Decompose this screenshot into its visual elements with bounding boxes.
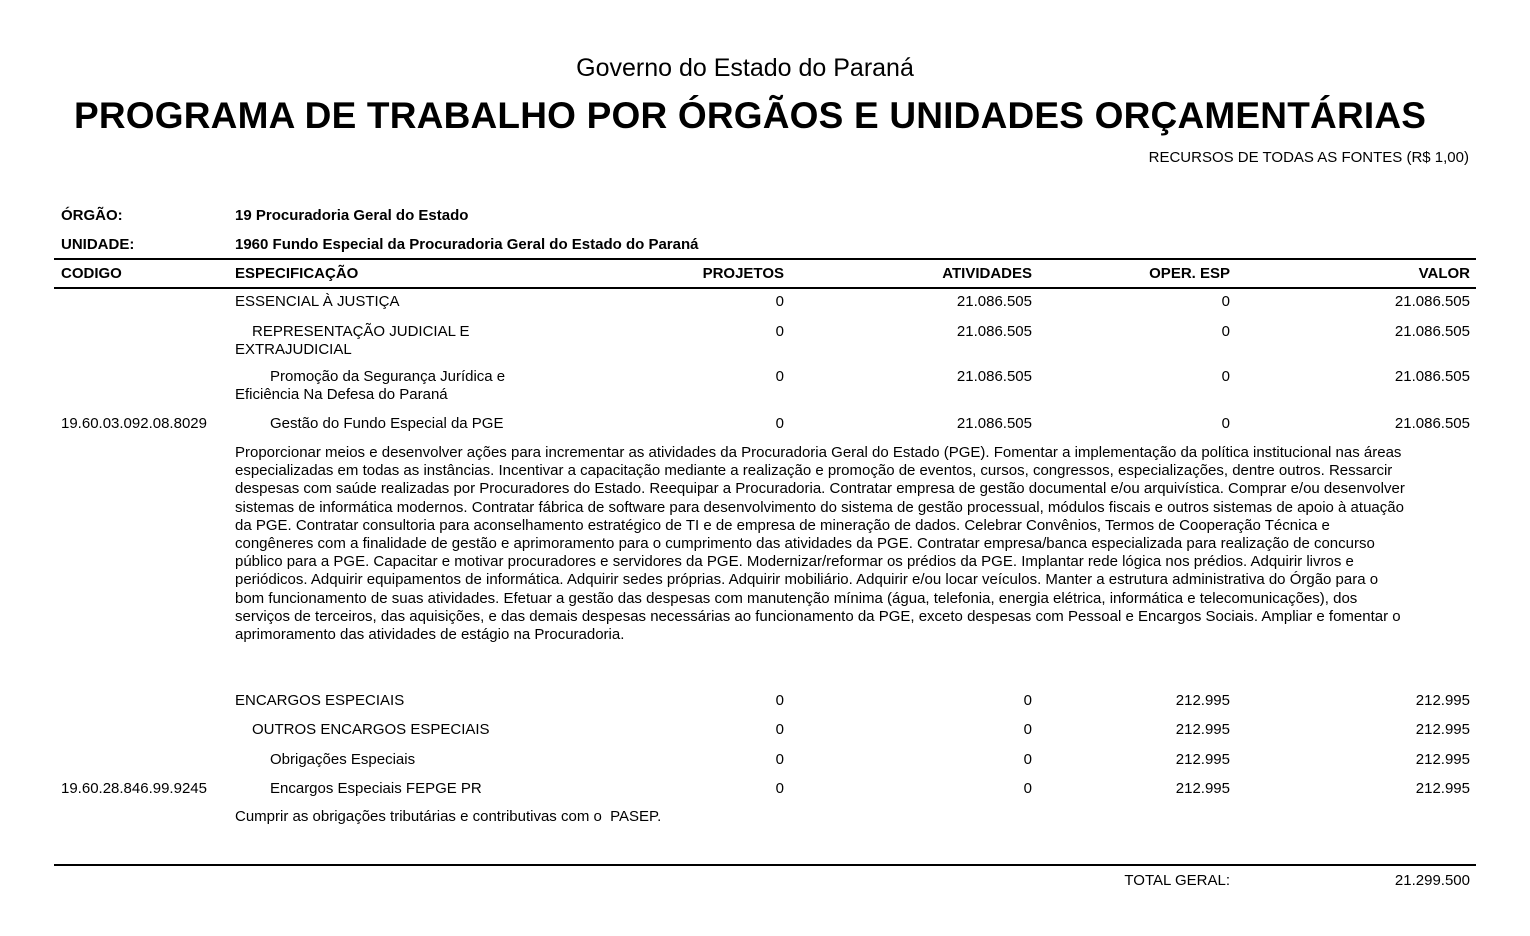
row-spec-continued: EXTRAJUDICIAL bbox=[235, 341, 352, 358]
header-top-rule bbox=[54, 258, 1476, 260]
description-line: congêneres com a finalidade de gestão e aprimoramento para o cumprimento das atividades da PGE. Contratar empresa/banca especializada para realização de concurso bbox=[235, 535, 1375, 553]
row-oper-esp: 212.995 bbox=[1175, 692, 1230, 709]
row-projetos: 0 bbox=[775, 415, 784, 432]
row-projetos: 0 bbox=[775, 780, 784, 797]
row-spec: Obrigações Especiais bbox=[270, 751, 416, 768]
row-projetos: 0 bbox=[775, 751, 784, 768]
row-oper-esp: 0 bbox=[1221, 323, 1230, 340]
row-projetos: 0 bbox=[775, 692, 784, 709]
row-valor: 21.086.505 bbox=[1394, 368, 1470, 385]
description-line: aprimoramento das atividades de estágio na Procuradoria. bbox=[235, 626, 625, 644]
row-projetos: 0 bbox=[775, 721, 784, 738]
row-spec: ESSENCIAL À JUSTIÇA bbox=[235, 293, 400, 310]
row-spec-continued: Eficiência Na Defesa do Paraná bbox=[235, 386, 448, 403]
description-line: periódicos. Adquirir equipamentos de informática. Adquirir sedes próprias. Adquirir mobiliário. Adquirir e/ou locar veículos. Manter a estrutura administrativa do Órgão para o bbox=[235, 571, 1379, 589]
total-value: 21.299.500 bbox=[1394, 872, 1470, 889]
row-atividades: 21.086.505 bbox=[956, 415, 1032, 432]
government-name: Governo do Estado do Paraná bbox=[576, 54, 914, 82]
row-projetos: 0 bbox=[775, 323, 784, 340]
page-title: PROGRAMA DE TRABALHO POR ÓRGÃOS E UNIDADES ORÇAMENTÁRIAS bbox=[74, 95, 1427, 136]
description-line: Proporcionar meios e desenvolver ações para incrementar as atividades da Procuradoria Geral do Estado (PGE). Fomentar a implementação da política institucional nas áreas bbox=[235, 444, 1402, 461]
row-projetos: 0 bbox=[775, 368, 784, 385]
row-oper-esp: 0 bbox=[1221, 293, 1230, 310]
row-spec: ENCARGOS ESPECIAIS bbox=[235, 692, 405, 709]
row-spec: Encargos Especiais FEPGE PR bbox=[270, 780, 482, 797]
row-codigo: 19.60.03.092.08.8029 bbox=[61, 415, 207, 432]
col-especificacao: ESPECIFICAÇÃO bbox=[235, 265, 359, 282]
row-atividades: 21.086.505 bbox=[956, 368, 1032, 385]
action-description bbox=[235, 444, 1475, 644]
row-valor: 21.086.505 bbox=[1394, 293, 1470, 310]
description-line: serviços de terceiros, das aquisições, e das demais despesas necessárias ao funcionamento da PGE, exceto despesas com Pessoal e Encargos Sociais. Ampliar e fomentar o bbox=[235, 607, 1401, 625]
description-line: público para a PGE. Capacitar e motivar procuradores e servidores da PGE. Modernizar/reformar os prédios da PGE. Implantar rede lógica nos prédios. Adquirir livros e bbox=[235, 553, 1354, 571]
row-valor: 212.995 bbox=[1415, 692, 1470, 709]
col-valor: VALOR bbox=[1418, 265, 1470, 282]
row-valor: 212.995 bbox=[1415, 751, 1470, 768]
row-atividades: 21.086.505 bbox=[956, 293, 1032, 310]
row-oper-esp: 0 bbox=[1221, 368, 1230, 385]
header-bottom-rule bbox=[54, 287, 1476, 289]
row-oper-esp: 0 bbox=[1221, 415, 1230, 432]
resources-note: RECURSOS DE TODAS AS FONTES (R$ 1,00) bbox=[1148, 149, 1469, 166]
row-oper-esp: 212.995 bbox=[1175, 751, 1230, 768]
row-spec: OUTROS ENCARGOS ESPECIAIS bbox=[252, 721, 490, 738]
col-oper-esp: OPER. ESP bbox=[1149, 265, 1230, 282]
row-spec: Promoção da Segurança Jurídica e bbox=[270, 368, 506, 385]
col-codigo: CODIGO bbox=[61, 265, 122, 282]
row-valor: 212.995 bbox=[1415, 721, 1470, 738]
col-atividades: ATIVIDADES bbox=[942, 265, 1032, 282]
row-oper-esp: 212.995 bbox=[1175, 721, 1230, 738]
row-valor: 21.086.505 bbox=[1394, 323, 1470, 340]
row-spec: Gestão do Fundo Especial da PGE bbox=[270, 415, 504, 432]
unidade-value: 1960 Fundo Especial da Procuradoria Geral do Estado do Paraná bbox=[235, 236, 699, 253]
row-spec: REPRESENTAÇÃO JUDICIAL E bbox=[252, 323, 470, 340]
row-atividades: 0 bbox=[1023, 780, 1032, 797]
description-line: sistemas de informática modernos. Contratar fábrica de software para desenvolvimento do sistema de gestão processual, módulos fiscais e outros sistemas de apoio à atuação bbox=[235, 498, 1404, 516]
orgao-label: ÓRGÃO: bbox=[61, 207, 123, 224]
row-atividades: 0 bbox=[1023, 751, 1032, 768]
description-line: especializadas em todas as instâncias. Incentivar a capacitação mediante a realização e promoção de eventos, cursos, congressos, especializações, dentre outros. Ressarcir bbox=[235, 462, 1393, 480]
row-oper-esp: 212.995 bbox=[1175, 780, 1230, 797]
action-description: Cumprir as obrigações tributárias e contributivas com o PASEP. bbox=[235, 808, 662, 825]
orgao-value: 19 Procuradoria Geral do Estado bbox=[235, 207, 469, 224]
total-rule bbox=[54, 864, 1476, 866]
description-line: despesas com saúde realizadas por Procuradores do Estado. Reequipar a Procuradoria. Contratar empresa de gestão documental e/ou arquivística. Comprar e/ou desenvolver bbox=[235, 480, 1405, 498]
row-atividades: 0 bbox=[1023, 692, 1032, 709]
col-projetos: PROJETOS bbox=[702, 265, 784, 282]
unidade-label: UNIDADE: bbox=[61, 236, 135, 253]
row-valor: 212.995 bbox=[1415, 780, 1470, 797]
row-projetos: 0 bbox=[775, 293, 784, 310]
description-line: bom funcionamento de suas atividades. Efetuar a gestão das despesas com manutenção mínima (água, telefonia, energia elétrica, informática e telecomunicações), dos bbox=[235, 589, 1358, 607]
total-label: TOTAL GERAL: bbox=[1124, 872, 1230, 889]
row-valor: 21.086.505 bbox=[1394, 415, 1470, 432]
row-atividades: 21.086.505 bbox=[956, 323, 1032, 340]
description-line: da PGE. Contratar consultoria para aconselhamento estratégico de TI e de empresa de mineração de dados. Celebrar Convênios, Termos de Cooperação Técnica e bbox=[235, 516, 1330, 534]
row-atividades: 0 bbox=[1023, 721, 1032, 738]
row-codigo: 19.60.28.846.99.9245 bbox=[61, 780, 207, 797]
